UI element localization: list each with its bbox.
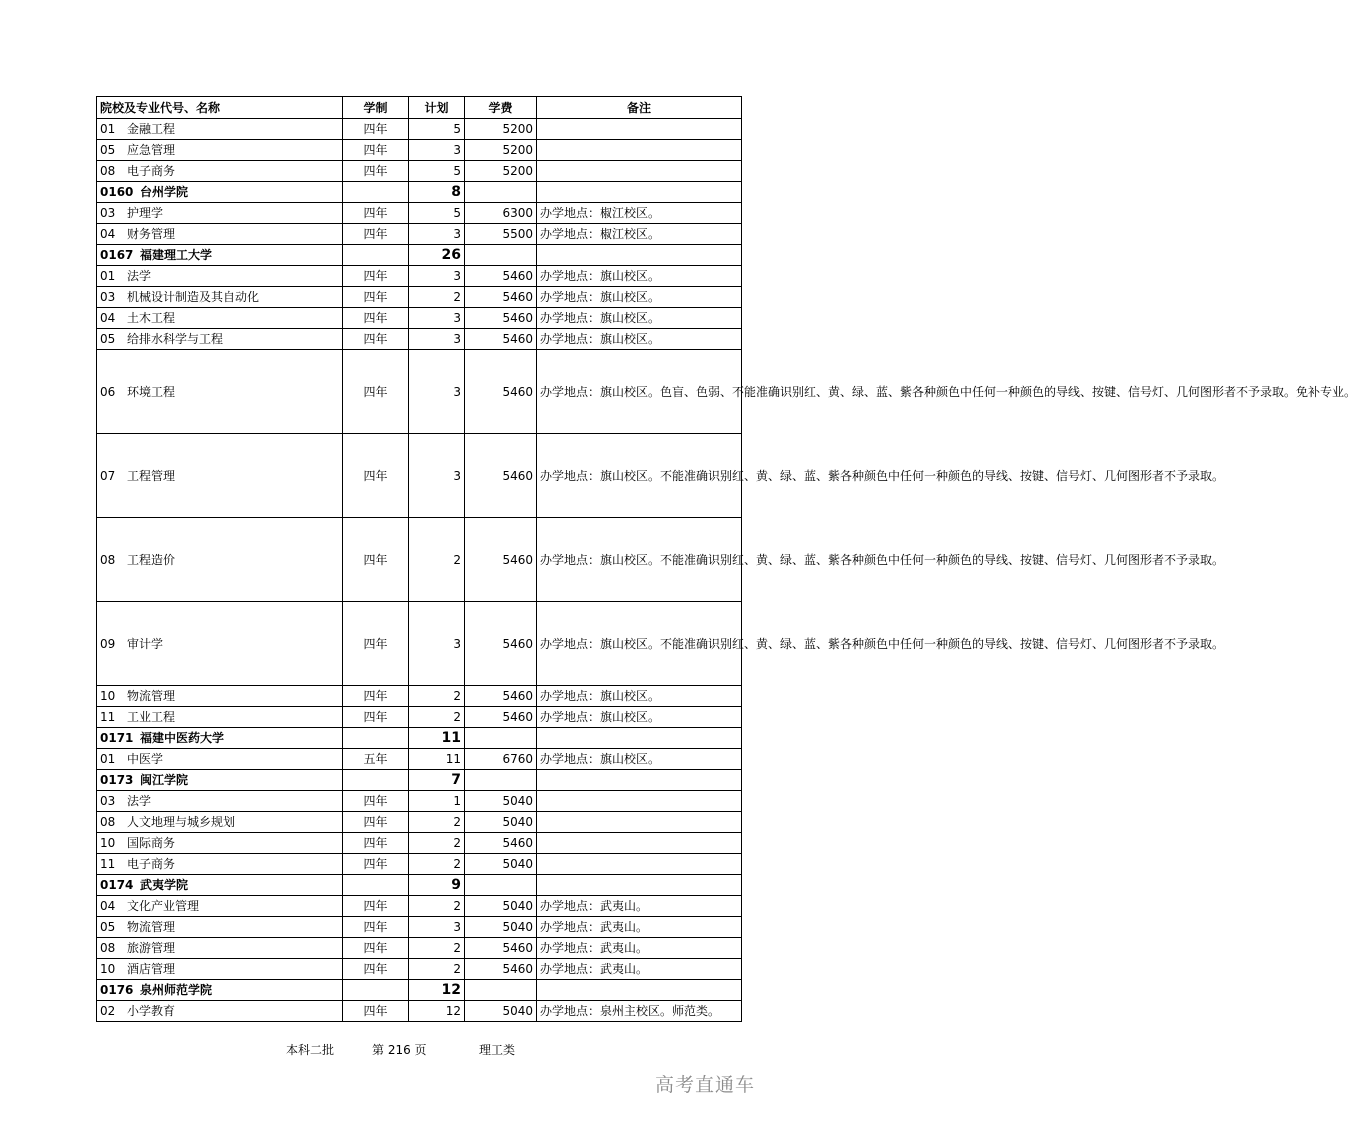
major-code: 04 <box>100 227 116 241</box>
major-note: 办学地点：武夷山。 <box>537 896 742 917</box>
major-plan: 1 <box>409 791 465 812</box>
major-duration: 四年 <box>343 119 409 140</box>
header-fee: 学费 <box>465 97 537 119</box>
school-note <box>537 770 742 791</box>
major-fee: 5460 <box>465 287 537 308</box>
major-fee: 5460 <box>465 266 537 287</box>
major-name: 环境工程 <box>127 384 176 399</box>
major-fee: 5460 <box>465 686 537 707</box>
major-row <box>97 434 742 518</box>
major-plan: 2 <box>409 833 465 854</box>
major-fee: 5460 <box>465 434 537 518</box>
school-fee <box>465 980 537 1001</box>
major-row <box>97 350 742 434</box>
table-header-row <box>97 97 742 119</box>
major-duration: 四年 <box>343 938 409 959</box>
major-cell <box>97 518 343 602</box>
major-fee: 5200 <box>465 119 537 140</box>
major-cell <box>97 140 343 161</box>
major-name: 审计学 <box>127 636 164 651</box>
major-plan: 11 <box>409 749 465 770</box>
major-row <box>97 707 742 728</box>
school-fee <box>465 770 537 791</box>
header-name: 院校及专业代号、名称 <box>97 97 343 119</box>
school-duration <box>343 980 409 1001</box>
major-fee: 5200 <box>465 140 537 161</box>
major-row <box>97 1001 742 1022</box>
major-code: 05 <box>100 920 116 934</box>
footer-page-number: 第 216 页 <box>372 1043 427 1057</box>
major-cell <box>97 287 343 308</box>
major-cell <box>97 329 343 350</box>
major-code: 03 <box>100 794 116 808</box>
major-plan: 3 <box>409 266 465 287</box>
major-cell <box>97 686 343 707</box>
school-code: 0174 <box>100 878 134 892</box>
major-code: 10 <box>100 962 116 976</box>
school-cell <box>97 245 343 266</box>
school-plan-total: 26 <box>409 245 465 266</box>
major-plan: 3 <box>409 917 465 938</box>
major-plan: 2 <box>409 896 465 917</box>
school-code: 0171 <box>100 731 134 745</box>
header-note: 备注 <box>537 97 742 119</box>
major-name: 国际商务 <box>127 836 176 850</box>
major-code: 04 <box>100 311 116 325</box>
major-name: 工程管理 <box>127 468 176 483</box>
major-fee: 5460 <box>465 707 537 728</box>
major-code: 05 <box>100 143 116 157</box>
major-note: 办学地点：椒江校区。 <box>537 203 742 224</box>
school-name: 武夷学院 <box>140 878 189 892</box>
major-plan: 3 <box>409 308 465 329</box>
major-duration: 四年 <box>343 266 409 287</box>
major-row <box>97 287 742 308</box>
major-row <box>97 686 742 707</box>
major-duration: 四年 <box>343 224 409 245</box>
major-note: 办学地点：旗山校区。 <box>537 266 742 287</box>
major-plan: 2 <box>409 938 465 959</box>
major-fee: 6300 <box>465 203 537 224</box>
major-note: 办学地点：旗山校区。不能准确识别红、黄、绿、蓝、紫各种颜色中任何一种颜色的导线、按键、信号灯、几何图形者不予录取。 <box>537 434 742 518</box>
school-duration <box>343 770 409 791</box>
school-note <box>537 182 742 203</box>
major-note <box>537 119 742 140</box>
major-cell <box>97 896 343 917</box>
major-row <box>97 140 742 161</box>
major-row <box>97 749 742 770</box>
school-cell <box>97 770 343 791</box>
major-cell <box>97 308 343 329</box>
major-name: 金融工程 <box>127 122 176 136</box>
major-code: 09 <box>100 636 116 651</box>
major-row <box>97 329 742 350</box>
major-fee: 5200 <box>465 161 537 182</box>
major-row <box>97 203 742 224</box>
major-plan: 2 <box>409 812 465 833</box>
major-cell <box>97 749 343 770</box>
school-code: 0167 <box>100 248 134 262</box>
major-name: 工业工程 <box>127 710 176 724</box>
major-duration: 四年 <box>343 854 409 875</box>
school-fee <box>465 182 537 203</box>
major-cell <box>97 707 343 728</box>
school-cell <box>97 980 343 1001</box>
school-plan-total: 9 <box>409 875 465 896</box>
major-note: 办学地点：旗山校区。 <box>537 308 742 329</box>
school-duration <box>343 245 409 266</box>
major-duration: 四年 <box>343 686 409 707</box>
major-duration: 四年 <box>343 812 409 833</box>
school-row <box>97 875 742 896</box>
major-fee: 6760 <box>465 749 537 770</box>
major-fee: 5460 <box>465 329 537 350</box>
major-name: 应急管理 <box>127 143 176 157</box>
major-duration: 五年 <box>343 749 409 770</box>
major-name: 电子商务 <box>127 857 176 871</box>
major-name: 酒店管理 <box>127 962 176 976</box>
major-duration: 四年 <box>343 959 409 980</box>
major-code: 01 <box>100 752 116 766</box>
major-note: 办学地点：武夷山。 <box>537 938 742 959</box>
major-row <box>97 119 742 140</box>
major-cell <box>97 959 343 980</box>
major-cell <box>97 350 343 434</box>
major-duration: 四年 <box>343 896 409 917</box>
major-code: 11 <box>100 710 116 724</box>
major-code: 03 <box>100 290 116 304</box>
major-name: 法学 <box>127 269 152 283</box>
school-code: 0173 <box>100 773 134 787</box>
major-name: 人文地理与城乡规划 <box>127 815 236 829</box>
major-code: 06 <box>100 384 116 399</box>
major-fee: 5040 <box>465 791 537 812</box>
school-name: 泉州师范学院 <box>140 983 213 997</box>
admission-plan-table <box>96 96 1356 1022</box>
major-plan: 5 <box>409 161 465 182</box>
major-note: 办学地点：旗山校区。不能准确识别红、黄、绿、蓝、紫各种颜色中任何一种颜色的导线、按键、信号灯、几何图形者不予录取。 <box>537 602 742 686</box>
major-cell <box>97 119 343 140</box>
major-fee: 5500 <box>465 224 537 245</box>
major-note: 办学地点：旗山校区。色盲、色弱、不能准确识别红、黄、绿、蓝、紫各种颜色中任何一种颜色的导线、按键、信号灯、几何图形者不予录取。免补专业。 <box>537 350 742 434</box>
major-duration: 四年 <box>343 518 409 602</box>
major-code: 05 <box>100 332 116 346</box>
major-name: 旅游管理 <box>127 941 176 955</box>
major-note <box>537 791 742 812</box>
major-cell <box>97 434 343 518</box>
school-cell <box>97 875 343 896</box>
school-duration <box>343 182 409 203</box>
school-code: 0160 <box>100 185 134 199</box>
major-note: 办学地点：旗山校区。 <box>537 287 742 308</box>
major-row <box>97 791 742 812</box>
school-name: 福建理工大学 <box>140 248 213 262</box>
major-code: 10 <box>100 689 116 703</box>
major-note: 办学地点：旗山校区。不能准确识别红、黄、绿、蓝、紫各种颜色中任何一种颜色的导线、按键、信号灯、几何图形者不予录取。 <box>537 518 742 602</box>
major-row <box>97 854 742 875</box>
major-note: 办学地点：武夷山。 <box>537 917 742 938</box>
header-plan: 计划 <box>409 97 465 119</box>
major-code: 08 <box>100 815 116 829</box>
major-plan: 2 <box>409 518 465 602</box>
school-plan-total: 7 <box>409 770 465 791</box>
school-plan-total: 8 <box>409 182 465 203</box>
school-duration <box>343 875 409 896</box>
major-cell <box>97 938 343 959</box>
major-row <box>97 602 742 686</box>
major-row <box>97 938 742 959</box>
school-name: 福建中医药大学 <box>140 731 225 745</box>
major-duration: 四年 <box>343 203 409 224</box>
major-duration: 四年 <box>343 161 409 182</box>
major-fee: 5460 <box>465 959 537 980</box>
major-cell <box>97 161 343 182</box>
school-fee <box>465 245 537 266</box>
major-plan: 3 <box>409 224 465 245</box>
table-body <box>97 119 1356 1022</box>
major-plan: 5 <box>409 203 465 224</box>
major-plan: 3 <box>409 602 465 686</box>
major-cell <box>97 812 343 833</box>
major-name: 土木工程 <box>127 311 176 325</box>
major-note: 办学地点：椒江校区。 <box>537 224 742 245</box>
major-plan: 5 <box>409 119 465 140</box>
major-duration: 四年 <box>343 833 409 854</box>
major-row <box>97 308 742 329</box>
school-fee <box>465 875 537 896</box>
major-code: 11 <box>100 857 116 871</box>
major-cell <box>97 266 343 287</box>
major-name: 给排水科学与工程 <box>127 332 224 346</box>
school-row <box>97 770 742 791</box>
major-code: 03 <box>100 206 116 220</box>
major-name: 物流管理 <box>127 689 176 703</box>
major-name: 小学教育 <box>127 1004 176 1018</box>
major-cell <box>97 203 343 224</box>
school-fee <box>465 728 537 749</box>
major-note: 办学地点：旗山校区。 <box>537 329 742 350</box>
school-duration <box>343 728 409 749</box>
footer-batch: 本科二批 <box>286 1043 335 1057</box>
major-plan: 2 <box>409 959 465 980</box>
major-name: 护理学 <box>127 206 164 220</box>
major-duration: 四年 <box>343 350 409 434</box>
major-code: 02 <box>100 1004 116 1018</box>
school-name: 闽江学院 <box>140 773 189 787</box>
major-fee: 5040 <box>465 812 537 833</box>
school-cell <box>97 728 343 749</box>
major-name: 中医学 <box>127 752 164 766</box>
major-duration: 四年 <box>343 707 409 728</box>
major-note <box>537 140 742 161</box>
major-row <box>97 518 742 602</box>
major-plan: 3 <box>409 350 465 434</box>
school-row <box>97 182 742 203</box>
major-name: 财务管理 <box>127 227 176 241</box>
major-fee: 5040 <box>465 854 537 875</box>
major-duration: 四年 <box>343 329 409 350</box>
major-fee: 5040 <box>465 917 537 938</box>
major-code: 08 <box>100 164 116 178</box>
major-name: 文化产业管理 <box>127 899 200 913</box>
school-row <box>97 728 742 749</box>
major-duration: 四年 <box>343 791 409 812</box>
major-fee: 5040 <box>465 896 537 917</box>
major-code: 07 <box>100 468 116 483</box>
major-row <box>97 917 742 938</box>
major-note: 办学地点：旗山校区。 <box>537 707 742 728</box>
school-row <box>97 980 742 1001</box>
major-name: 法学 <box>127 794 152 808</box>
major-plan: 2 <box>409 686 465 707</box>
major-note: 办学地点：泉州主校区。师范类。 <box>537 1001 742 1022</box>
major-name: 工程造价 <box>127 552 176 567</box>
major-plan: 3 <box>409 140 465 161</box>
school-code: 0176 <box>100 983 134 997</box>
major-code: 04 <box>100 899 116 913</box>
major-code: 10 <box>100 836 116 850</box>
major-note <box>537 854 742 875</box>
major-plan: 3 <box>409 434 465 518</box>
major-cell <box>97 917 343 938</box>
major-duration: 四年 <box>343 1001 409 1022</box>
footer-category: 理工类 <box>479 1043 516 1057</box>
major-name: 机械设计制造及其自动化 <box>127 290 260 304</box>
major-plan: 2 <box>409 287 465 308</box>
major-row <box>97 161 742 182</box>
major-cell <box>97 791 343 812</box>
major-row <box>97 896 742 917</box>
major-fee: 5460 <box>465 602 537 686</box>
major-code: 08 <box>100 941 116 955</box>
major-fee: 5040 <box>465 1001 537 1022</box>
major-duration: 四年 <box>343 602 409 686</box>
major-note <box>537 161 742 182</box>
major-name: 电子商务 <box>127 164 176 178</box>
major-cell <box>97 833 343 854</box>
major-fee: 5460 <box>465 308 537 329</box>
major-plan: 12 <box>409 1001 465 1022</box>
major-row <box>97 266 742 287</box>
major-code: 01 <box>100 122 116 136</box>
school-note <box>537 875 742 896</box>
major-fee: 5460 <box>465 350 537 434</box>
major-duration: 四年 <box>343 287 409 308</box>
major-note <box>537 812 742 833</box>
major-duration: 四年 <box>343 917 409 938</box>
major-row <box>97 833 742 854</box>
major-duration: 四年 <box>343 308 409 329</box>
major-duration: 四年 <box>343 434 409 518</box>
major-note: 办学地点：武夷山。 <box>537 959 742 980</box>
major-row <box>97 959 742 980</box>
watermark-logo-text: 高考直通车 <box>655 1074 756 1096</box>
school-plan-total: 11 <box>409 728 465 749</box>
school-row <box>97 245 742 266</box>
major-cell <box>97 1001 343 1022</box>
school-plan-total: 12 <box>409 980 465 1001</box>
major-code: 08 <box>100 552 116 567</box>
major-fee: 5460 <box>465 833 537 854</box>
major-note <box>537 833 742 854</box>
major-plan: 3 <box>409 329 465 350</box>
major-plan: 2 <box>409 854 465 875</box>
school-note <box>537 728 742 749</box>
major-duration: 四年 <box>343 140 409 161</box>
major-cell <box>97 854 343 875</box>
major-fee: 5460 <box>465 938 537 959</box>
major-plan: 2 <box>409 707 465 728</box>
major-note: 办学地点：旗山校区。 <box>537 686 742 707</box>
major-cell <box>97 602 343 686</box>
major-cell <box>97 224 343 245</box>
major-row <box>97 224 742 245</box>
school-note <box>537 980 742 1001</box>
major-fee: 5460 <box>465 518 537 602</box>
major-note: 办学地点：旗山校区。 <box>537 749 742 770</box>
major-code: 01 <box>100 269 116 283</box>
major-row <box>97 812 742 833</box>
school-note <box>537 245 742 266</box>
school-name: 台州学院 <box>140 185 189 199</box>
major-name: 物流管理 <box>127 920 176 934</box>
school-cell <box>97 182 343 203</box>
header-duration: 学制 <box>343 97 409 119</box>
